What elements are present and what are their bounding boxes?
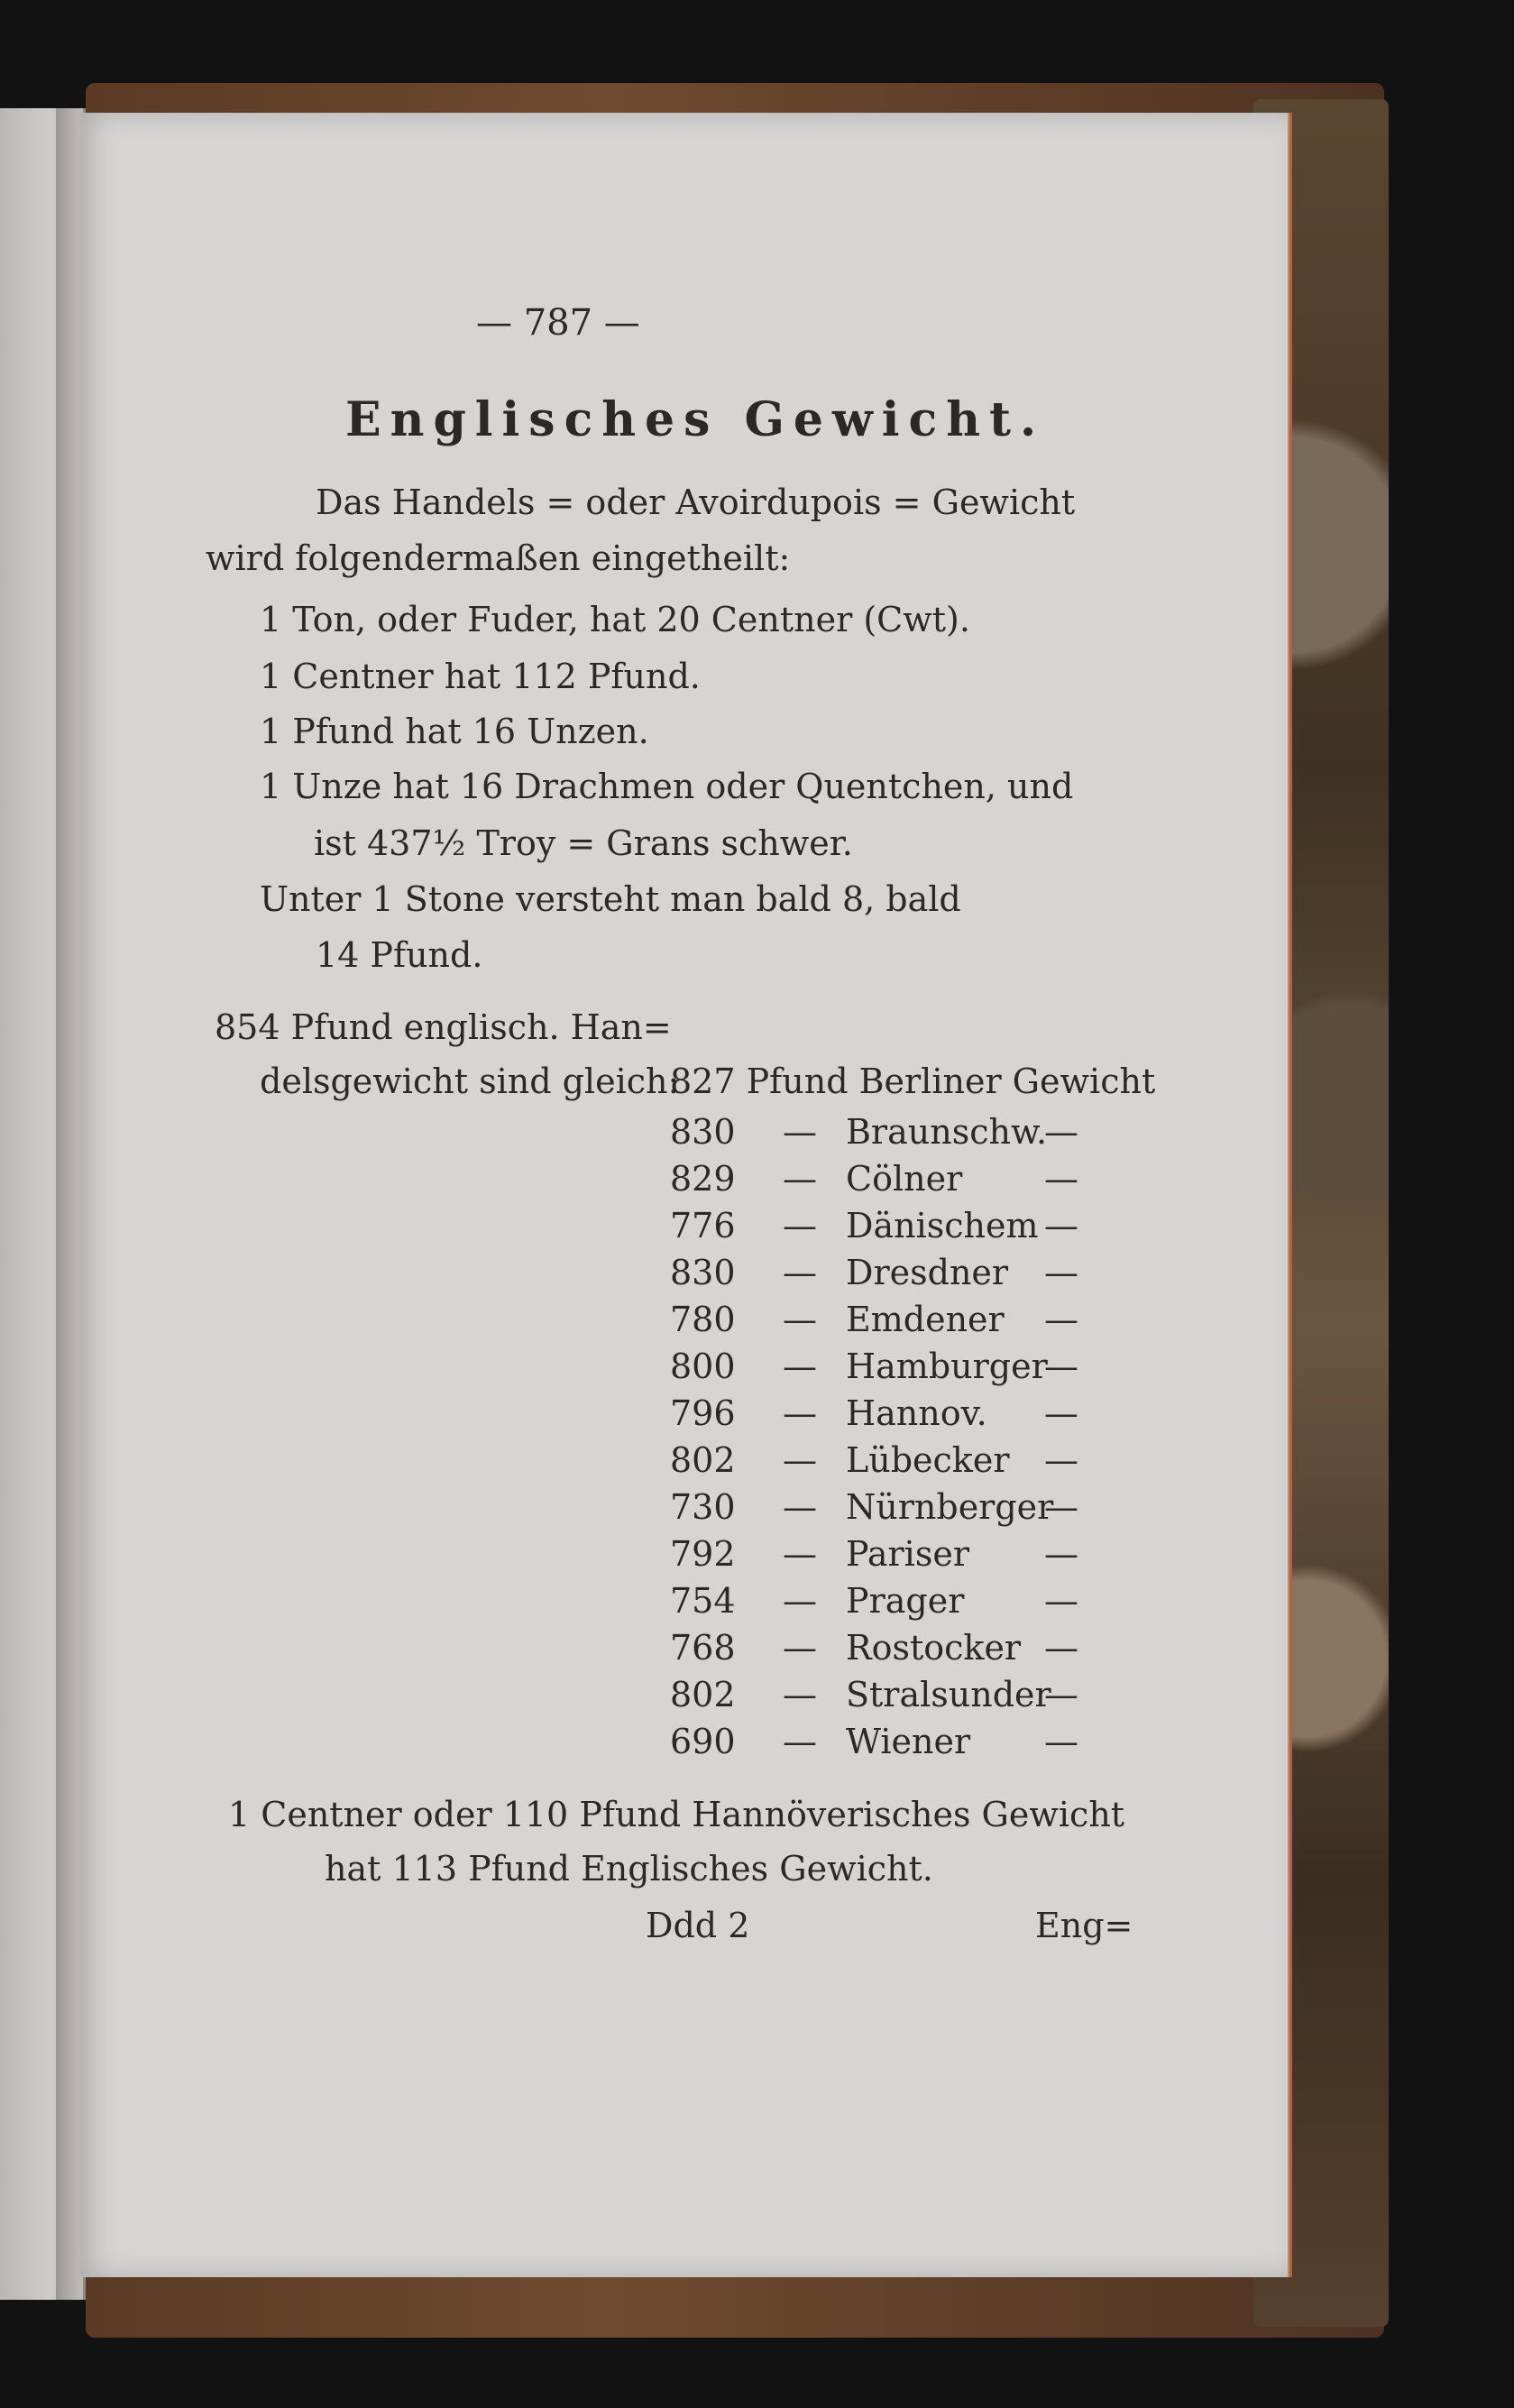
row-value: 792: [670, 1534, 736, 1574]
signature-mark: Ddd 2: [646, 1906, 750, 1945]
unit-line-3: 1 Pfund hat 16 Unzen.: [260, 712, 649, 751]
row-value: 780: [670, 1300, 736, 1339]
row-dash: —: [783, 1487, 817, 1527]
row-place: Nürnberger: [846, 1487, 1054, 1527]
row-value: 776: [670, 1206, 736, 1245]
row-value: 754: [670, 1581, 736, 1621]
table-intro-2: delsgewicht sind gleich:: [260, 1062, 680, 1101]
row-ditto: —: [1044, 1346, 1078, 1386]
row-place: Emdener: [846, 1300, 1005, 1339]
intro-line-2: wird folgendermaßen eingetheilt:: [206, 538, 791, 578]
page-title: Englisches Gewicht.: [345, 392, 1046, 447]
row-place: Dänischem: [846, 1206, 1039, 1245]
row-ditto: —: [1044, 1440, 1078, 1480]
row-dash: —: [783, 1393, 817, 1433]
stone-line-1: Unter 1 Stone versteht man bald 8, bald: [260, 879, 961, 919]
row-ditto: —: [1044, 1722, 1078, 1761]
row-ditto: —: [1044, 1534, 1078, 1574]
row-dash: —: [783, 1628, 817, 1668]
unit-line-1: 1 Ton, oder Fuder, hat 20 Centner (Cwt).: [260, 600, 970, 639]
row-dash: —: [783, 1206, 817, 1245]
row-dash: —: [783, 1440, 817, 1480]
row-ditto: —: [1044, 1300, 1078, 1339]
row-dash: —: [783, 1300, 817, 1339]
row-place: Pariser: [846, 1534, 969, 1574]
row-value: 802: [670, 1440, 736, 1480]
row-ditto: —: [1044, 1393, 1078, 1433]
row-dash: —: [783, 1534, 817, 1574]
row-place: Wiener: [846, 1722, 971, 1761]
row-ditto: —: [1044, 1487, 1078, 1527]
row-value: 730: [670, 1487, 736, 1527]
table-first-row: 827 Pfund Berliner Gewicht: [670, 1062, 1156, 1101]
row-value: 800: [670, 1346, 736, 1386]
row-value: 830: [670, 1112, 736, 1152]
row-place: Stralsunder: [846, 1675, 1051, 1714]
book-page: [79, 113, 1288, 2277]
row-value: 690: [670, 1722, 736, 1761]
footer-line-1: 1 Centner oder 110 Pfund Hannöverisches Gewicht: [228, 1795, 1125, 1834]
unit-continuation: ist 437½ Troy = Grans schwer.: [314, 823, 853, 863]
row-ditto: —: [1044, 1628, 1078, 1668]
row-dash: —: [783, 1346, 817, 1386]
row-ditto: —: [1044, 1675, 1078, 1714]
row-dash: —: [783, 1112, 817, 1152]
table-intro-1: 854 Pfund englisch. Han=: [215, 1007, 672, 1047]
row-place: Hannov.: [846, 1393, 987, 1433]
stone-line-2: 14 Pfund.: [316, 935, 483, 975]
footer-line-2: hat 113 Pfund Englisches Gewicht.: [325, 1849, 933, 1889]
row-place: Cölner: [846, 1159, 963, 1199]
unit-line-2: 1 Centner hat 112 Pfund.: [260, 657, 701, 696]
row-place: Hamburger: [846, 1346, 1048, 1386]
row-place: Prager: [846, 1581, 965, 1621]
intro-line-1: Das Handels = oder Avoirdupois = Gewicht: [316, 483, 1076, 522]
row-dash: —: [783, 1159, 817, 1199]
row-place: Dresdner: [846, 1253, 1009, 1292]
row-ditto: —: [1044, 1581, 1078, 1621]
row-dash: —: [783, 1722, 817, 1761]
row-dash: —: [783, 1675, 817, 1714]
row-value: 829: [670, 1159, 736, 1199]
row-value: 802: [670, 1675, 736, 1714]
row-value: 830: [670, 1253, 736, 1292]
row-dash: —: [783, 1253, 817, 1292]
row-ditto: —: [1044, 1159, 1078, 1199]
row-ditto: —: [1044, 1112, 1078, 1152]
row-place: Lübecker: [846, 1440, 1010, 1480]
row-ditto: —: [1044, 1206, 1078, 1245]
page-number: — 787 —: [476, 302, 640, 344]
row-dash: —: [783, 1581, 817, 1621]
row-value: 768: [670, 1628, 736, 1668]
row-place: Braunschw.: [846, 1112, 1048, 1152]
row-value: 796: [670, 1393, 736, 1433]
unit-line-4: 1 Unze hat 16 Drachmen oder Quentchen, und: [260, 767, 1074, 806]
row-ditto: —: [1044, 1253, 1078, 1292]
catchword: Eng=: [1035, 1906, 1133, 1945]
row-place: Rostocker: [846, 1628, 1022, 1668]
